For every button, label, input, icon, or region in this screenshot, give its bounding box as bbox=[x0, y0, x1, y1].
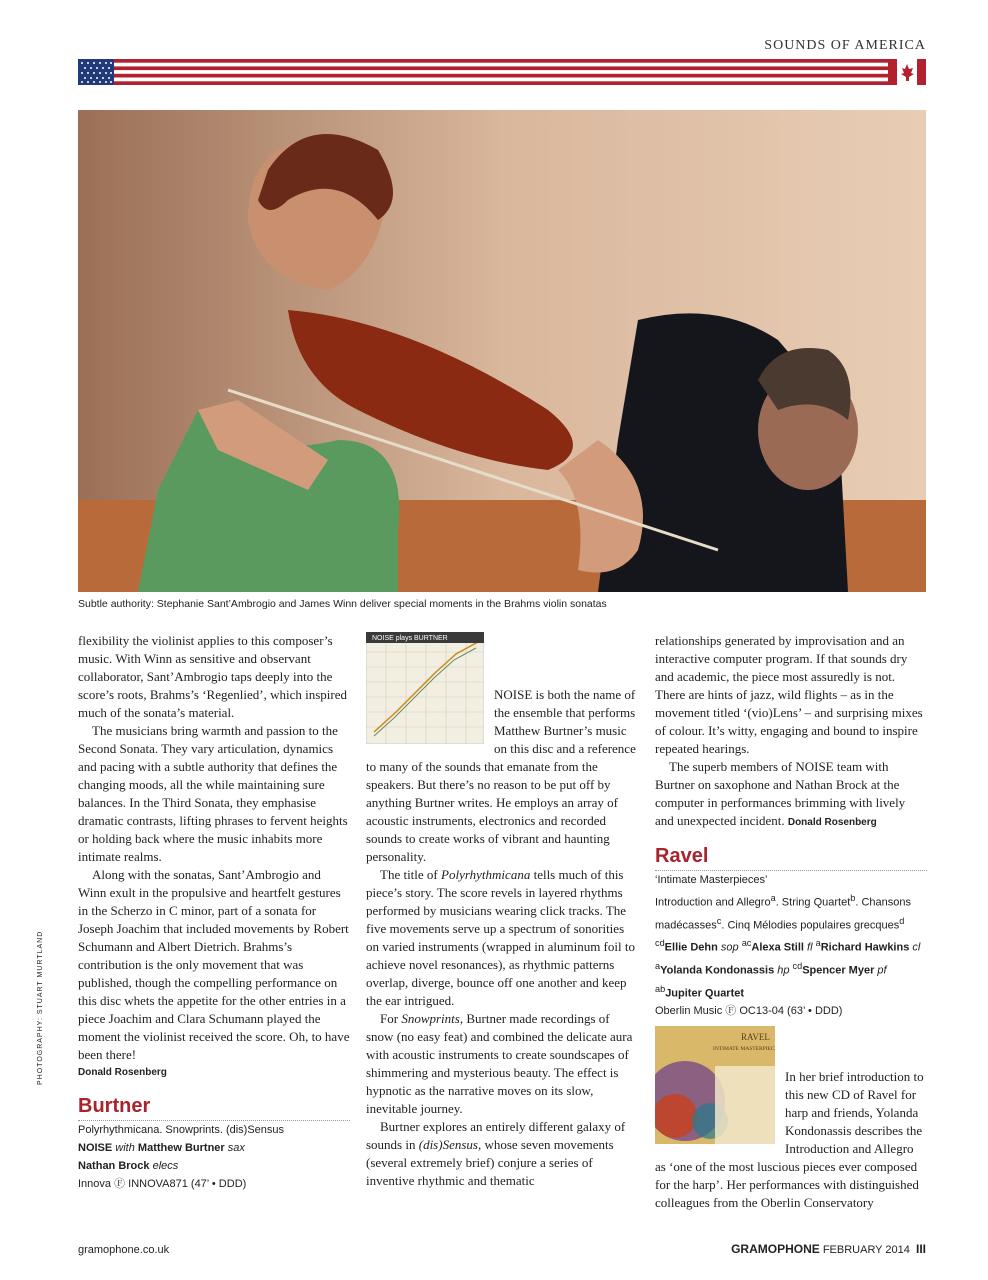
burtner-album-cover bbox=[366, 632, 484, 749]
footer-issue: GRAMOPHONE FEBRUARY 2014 III bbox=[731, 1242, 926, 1256]
body-paragraph: Burtner explores an entirely different galaxy of sounds in (dis)Sensus, whose seven movements (several extremely brief) conjure a series of inventive rhythmic and thematic bbox=[366, 1119, 626, 1188]
body-paragraph: Along with the sonatas, Sant’Ambrogio and Winn exult in the propulsive and heartfelt gestures in the Scherzo in C minor, part of a sonata for Joseph Joachim that included movements by Robert Schumann and Albert Dietrich. Brahms’s contribution is the only movement that was published, though the compelling performance on this disc whets the appetite for the other entries in a piece Joachim and Clara Schumann played the moment the violinist received the score. Oh, to have been there! bbox=[78, 867, 350, 1062]
photo-caption: Subtle authority: Stephanie Sant’Ambrogio and James Winn deliver special moments in the Brahms violin sonatas bbox=[78, 598, 607, 610]
page-number: III bbox=[915, 1242, 926, 1256]
body-paragraph: The title of Polyrhythmicana tells much of this piece’s story. The score revels in layered rhythms performed by musicians wearing click tracks. The five movements serve up a spectrum of sonorities on varied instruments (wrapped in aluminum foil to achieve novel resonances), as rhythmic patterns overlap, diverge, bounce off one another and keep the ear intrigued. bbox=[366, 867, 635, 1008]
body-paragraph: relationships generated by improvisation and an interactive computer program. If that sounds dry and academic, the piece most assuredly is not. There are hints of jazz, wild flights – as in the movement titled ‘(vio)Lens’ – and surprising mixes of colour. It’s witty, engaging and bound to inspire repeated hearings. bbox=[655, 633, 923, 756]
flag-banner bbox=[78, 59, 926, 85]
cover-text: NOISE plays BURTNER bbox=[372, 635, 448, 642]
body-paragraph: The superb members of NOISE team with Burtner on saxophone and Nathan Brock at the computer in performances brimming with lively and unexpected incident. Donald Rosenberg bbox=[655, 759, 906, 828]
footer-website: gramophone.co.uk bbox=[78, 1244, 170, 1256]
column-2 bbox=[366, 632, 638, 1190]
cover-title: RAVEL bbox=[741, 1032, 770, 1043]
body-paragraph: The musicians bring warmth and passion to the Second Sonata. They vary articulation, dynamics and pacing with a subtle authority that defines the changing moods, all the while maintaining sure balances. In the Third Sonata, they emphasise dramatic contrasts, lifting phrases to fervent heights or holding back where the music inhabits more intimate realms. bbox=[78, 723, 348, 864]
photo-credit: PHOTOGRAPHY: STUART MURTLAND bbox=[37, 930, 44, 1085]
review-signature: Donald Rosenberg bbox=[78, 1067, 167, 1078]
performers-photo bbox=[78, 110, 926, 592]
recording-title: ‘Intimate Masterpieces’ bbox=[655, 874, 768, 886]
recording-label: Oberlin Music Ⓕ OC13-04 (63’ • DDD) bbox=[655, 1005, 843, 1018]
section-label: SOUNDS OF AMERICA bbox=[764, 38, 926, 53]
column-3 bbox=[655, 632, 927, 1212]
recording-works: Introduction and Allegro$^a$. String Quartet$^b$. Chansons madécasses$^c$. Cinq Mélodies populaires grecques$^d$ bbox=[655, 893, 912, 932]
review-heading-burtner: Burtner bbox=[78, 1094, 350, 1121]
body-paragraph: flexibility the violinist applies to this composer’s music. With Winn as sensitive and observant collaborator, Sant’Ambrogio taps deeply into the score’s roots, Brahms’s ‘Regenlied’, which inspired much of the sonata’s material. bbox=[78, 633, 347, 720]
recording-performers: NOISE with Matthew Burtner sax bbox=[78, 1142, 245, 1154]
us-canton bbox=[78, 59, 114, 85]
body-paragraph: In her brief introduction to this new CD of Ravel for harp and friends, Yolanda Kondonassis describes the Introduction and Allegro as ‘one of the most luscious pieces ever composed for the harp’. Her performances with distinguished colleagues from the Oberlin Conservatory bbox=[655, 1069, 924, 1211]
recording-performers: $^{cd}$Ellie Dehn sop $^{ac}$Alexa Still fl $^a$Richard Hawkins cl $^a$Yolanda Kondonassis hp $^{cd}$Spencer Myer pf $^{ab}$Jupiter Quartet bbox=[655, 938, 921, 1000]
ravel-album-cover bbox=[655, 1026, 775, 1149]
review-signature: Donald Rosenberg bbox=[787, 817, 877, 828]
review-heading-ravel: Ravel bbox=[655, 844, 927, 871]
column-1 bbox=[78, 632, 350, 1193]
recording-label: Innova Ⓕ INNOVA871 (47’ • DDD) bbox=[78, 1178, 247, 1190]
magazine-name: GRAMOPHONE bbox=[731, 1242, 820, 1256]
recording-performers: Nathan Brock elecs bbox=[78, 1160, 179, 1172]
body-paragraph: For Snowprints, Burtner made recordings of snow (no easy feat) and combined the delicate aura with acoustic instruments to create soundscapes of shimmering and mysterious beauty. The effect is hypnotic as the narrative moves on its slow, inevitable journey. bbox=[366, 1011, 633, 1116]
body-paragraph: NOISE is both the name of the ensemble that performs Matthew Burtner’s music on this disc and a reference to many of the sounds that emanate from the speakers. But there’s no reason to be put off by anything Burtner writes. He employs an array of acoustic instruments, electronics and recorded sounds to create works of vibrant and haunting personality. bbox=[366, 687, 636, 864]
recording-works: Polyrhythmicana. Snowprints. (dis)Sensus bbox=[78, 1124, 285, 1136]
cover-subtitle: INTIMATE MASTERPIECES bbox=[713, 1046, 775, 1053]
